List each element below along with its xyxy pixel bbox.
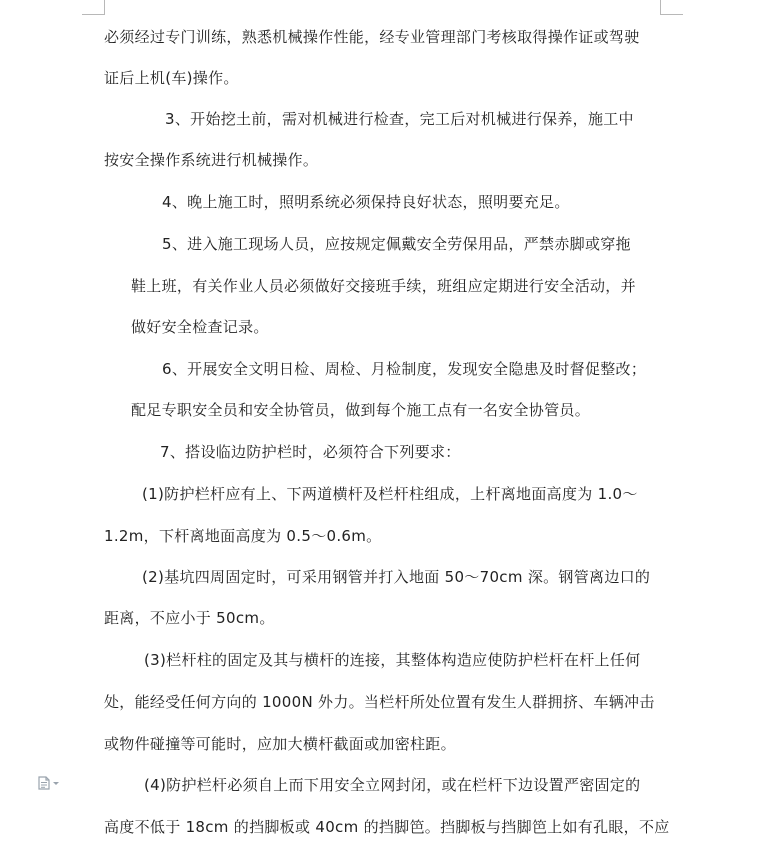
text-line: 3、开始挖土前，需对机械进行检查，完工后对机械进行保养，施工中 xyxy=(165,110,634,128)
text-line: 必须经过专门训练，熟悉机械操作性能，经专业管理部门考核取得操作证或驾驶 xyxy=(104,28,640,46)
text-line: (2)基坑四周固定时，可采用钢管并打入地面 50～70cm 深。钢管离边口的 xyxy=(142,568,651,586)
text-line: 7、搭设临边防护栏时，必须符合下列要求： xyxy=(160,443,461,461)
text-line: (1)防护栏杆应有上、下两道横杆及栏杆柱组成，上杆离地面高度为 1.0～ xyxy=(142,485,638,503)
text-line: (3)栏杆柱的固定及其与横杆的连接，其整体构造应使防护栏杆在杆上任何 xyxy=(144,651,641,669)
text-line: 或物件碰撞等可能时，应加大横杆截面或加密柱距。 xyxy=(104,735,456,753)
text-line: 距离，不应小于 50cm。 xyxy=(104,609,275,627)
text-line: 鞋上班，有关作业人员必须做好交接班手续，班组应定期进行安全活动，并 xyxy=(131,277,636,295)
text-line: 4、晚上施工时，照明系统必须保持良好状态，照明要充足。 xyxy=(162,193,570,211)
text-line: 高度不低于 18cm 的挡脚板或 40cm 的挡脚笆。挡脚板与挡脚笆上如有孔眼，不应 xyxy=(104,818,670,836)
chevron-down-icon xyxy=(53,782,59,785)
text-line: (4)防护栏杆必须自上而下用安全立网封闭，或在栏杆下边设置严密固定的 xyxy=(144,776,641,794)
document-icon xyxy=(38,776,50,790)
text-line: 5、进入施工现场人员，应按规定佩戴安全劳保用品，严禁赤脚或穿拖 xyxy=(162,235,631,253)
right-margin-mark xyxy=(660,0,683,15)
text-line: 1.2m，下杆离地面高度为 0.5～0.6m。 xyxy=(104,527,382,545)
paragraph-tool-button[interactable] xyxy=(38,776,59,790)
text-line: 做好安全检查记录。 xyxy=(131,318,269,336)
text-line: 按安全操作系统进行机械操作。 xyxy=(104,151,319,169)
text-line: 证后上机(车)操作。 xyxy=(104,69,239,87)
text-line: 处，能经受任何方向的 1000N 外力。当栏杆所处位置有发生人群拥挤、车辆冲击 xyxy=(104,693,655,711)
text-line: 配足专职安全员和安全协管员，做到每个施工点有一名安全协管员。 xyxy=(131,401,591,419)
left-margin-mark xyxy=(82,0,105,15)
text-line: 6、开展安全文明日检、周检、月检制度，发现安全隐患及时督促整改； xyxy=(162,360,647,378)
